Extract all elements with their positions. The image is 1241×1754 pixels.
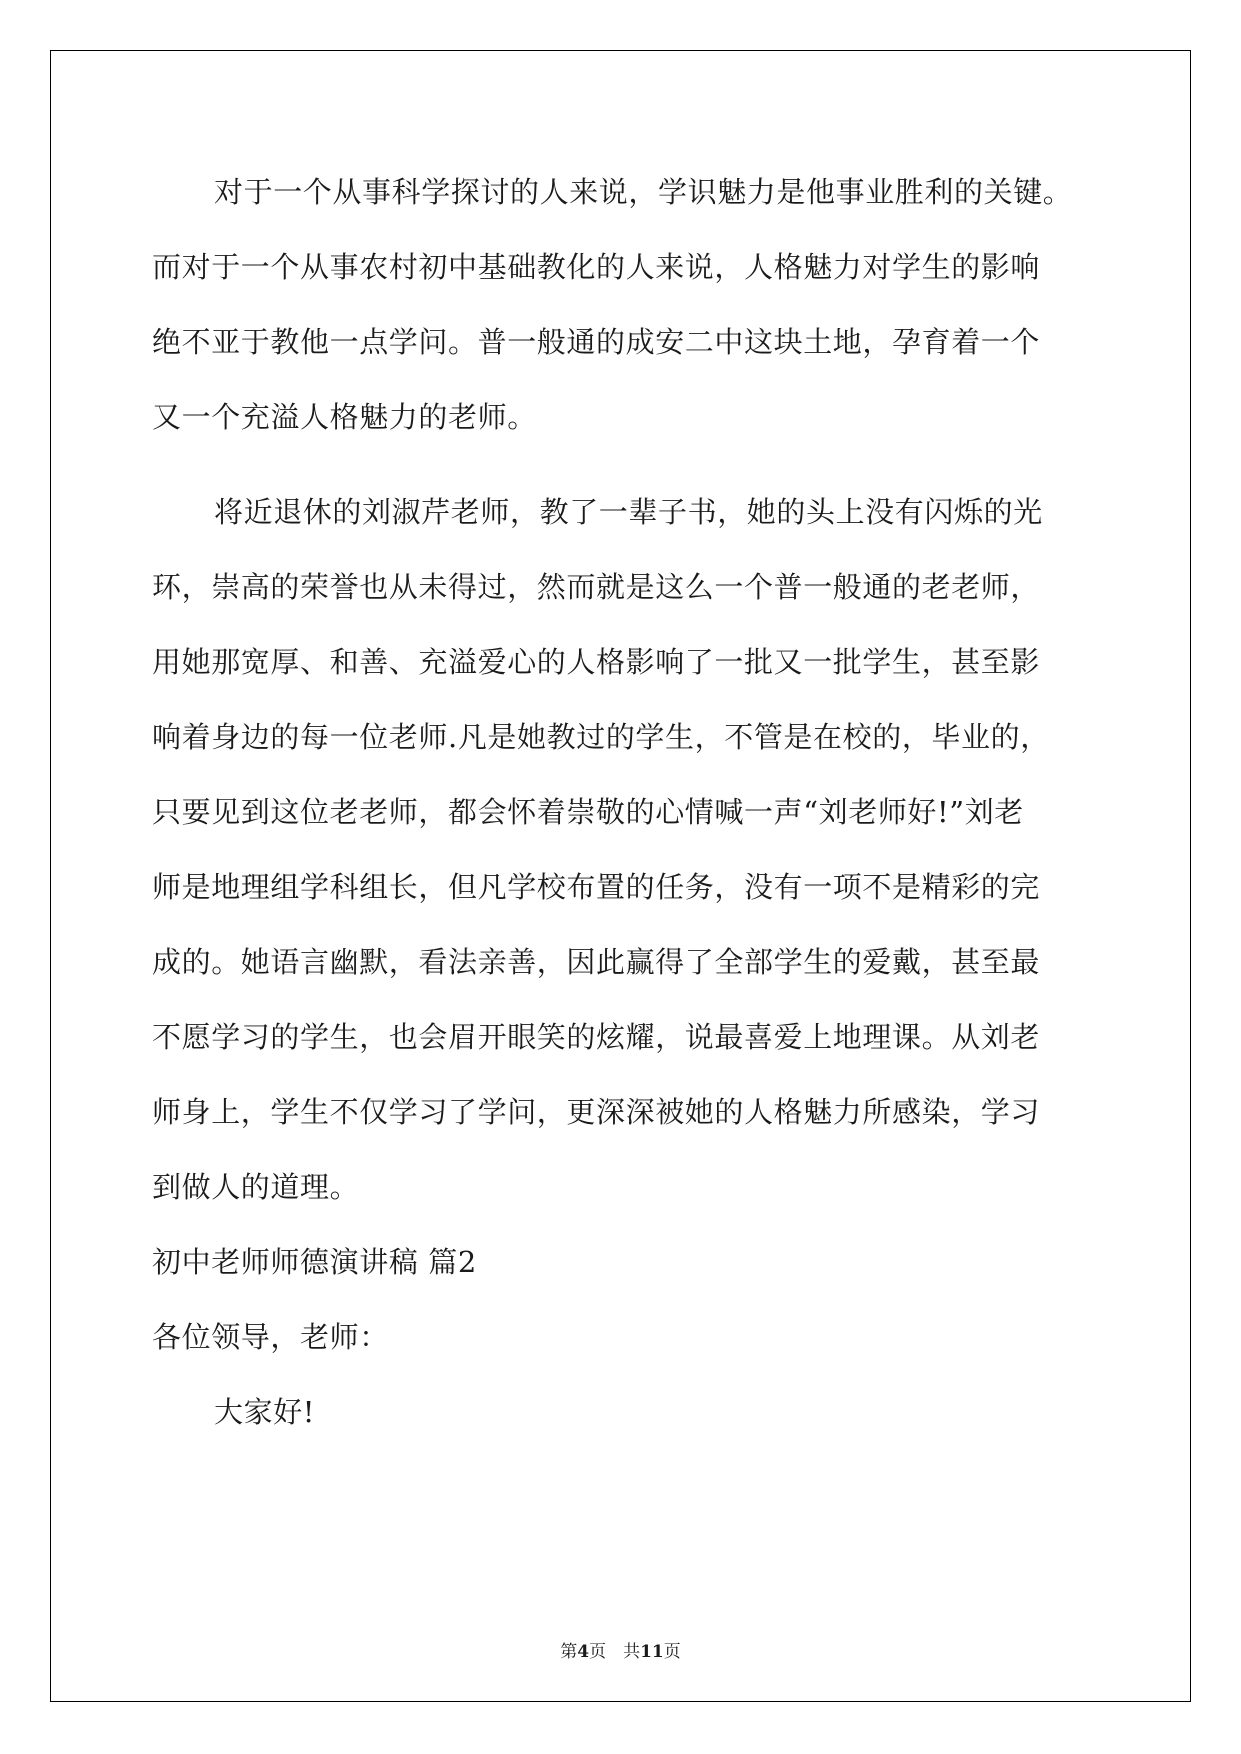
footer-middle: 页 共 [589,1642,641,1662]
paragraph-2-line-7: 成的。她语言幽默，看法亲善，因此赢得了全部学生的爱戴，甚至最 [152,945,1041,979]
paragraph-2-line-9: 师身上，学生不仅学习了学问，更深深被她的人格魅力所感染，学习 [152,1095,1041,1129]
paragraph-2-line-8: 不愿学习的学生，也会眉开眼笑的炫耀，说最喜爱上地理课。从刘老 [152,1020,1041,1054]
paragraph-2-line-5: 只要见到这位老老师，都会怀着崇敬的心情喊一声“刘老师好!”刘老 [152,795,1024,829]
paragraph-2-line-1: 将近退休的刘淑芹老师，教了一辈子书，她的头上没有闪烁的光 [214,495,1043,529]
paragraph-1-line-4: 又一个充溢人格魅力的老师。 [152,400,537,434]
footer-suffix: 页 [663,1642,681,1662]
paragraph-1-line-1: 对于一个从事科学探讨的人来说，学识魅力是他事业胜利的关键。 [214,175,1073,209]
paragraph-2-line-4: 响着身边的每一位老师.凡是她教过的学生，不管是在校的，毕业的， [152,720,1050,754]
paragraph-2-line-10: 到做人的道理。 [152,1170,360,1204]
greeting: 大家好! [214,1395,316,1429]
paragraph-1-line-2: 而对于一个从事农村初中基础教化的人来说，人格魅力对学生的影响 [152,250,1041,284]
footer-total-pages: 11 [640,1642,664,1662]
section-heading: 初中老师师德演讲稿 篇2 [152,1245,477,1279]
paragraph-1-line-3: 绝不亚于教他一点学问。普一般通的成安二中这块土地，孕育着一个 [152,325,1041,359]
paragraph-2-line-6: 师是地理组学科组长，但凡学校布置的任务，没有一项不是精彩的完 [152,870,1041,904]
page-footer [0,1640,1241,1664]
footer-page-number: 4 [577,1642,590,1662]
paragraph-2-line-3: 用她那宽厚、和善、充溢爱心的人格影响了一批又一批学生，甚至影 [152,645,1041,679]
salutation: 各位领导，老师： [152,1320,389,1354]
paragraph-2-line-2: 环，崇高的荣誉也从未得过，然而就是这么一个普一般通的老老师， [152,570,1041,604]
footer-prefix: 第 [560,1642,578,1662]
